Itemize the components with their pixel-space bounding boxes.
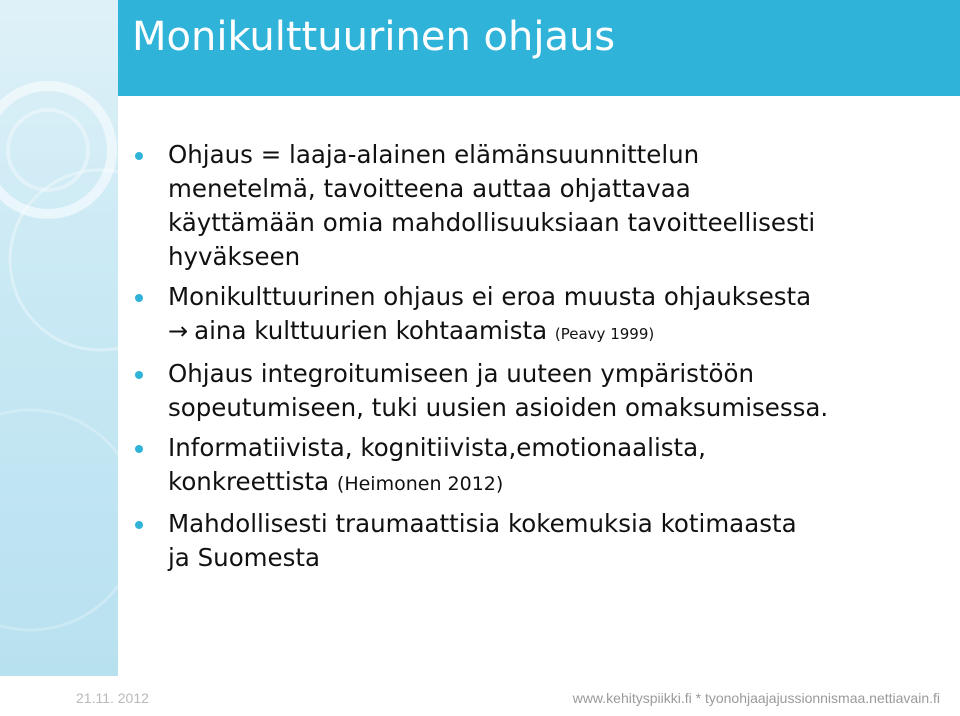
slide-content	[118, 96, 960, 676]
bullet-line: sopeutumiseen, tuki uusien asioiden omaksumisessa.	[168, 393, 829, 422]
bullet-line: menetelmä, tavoitteena auttaa ohjattavaa	[168, 174, 691, 203]
bullet-line: käyttämään omia mahdollisuuksiaan tavoitteellisesti	[168, 208, 816, 237]
bullet-dot-icon	[135, 521, 143, 529]
bullet-line: Monikulttuurinen ohjaus ei eroa muusta ohjauksesta	[168, 282, 812, 311]
footer-url: www.kehityspiikki.fi * tyonohjaajajussionnismaa.nettiavain.fi	[572, 690, 940, 706]
bullet-line: Ohjaus integroitumiseen ja uuteen ympäristöön	[168, 359, 755, 388]
decorative-side-band	[0, 0, 118, 716]
bullet-dot-icon	[135, 152, 143, 160]
bullet-list	[168, 138, 948, 581]
decorative-circles-graphic	[0, 0, 118, 716]
bullet-item	[168, 431, 948, 501]
bullet-line: konkreettista	[168, 467, 330, 496]
bullet-line: Ohjaus = laaja-alainen elämänsuunnittelun	[168, 140, 700, 169]
title-bar	[118, 0, 960, 96]
bullet-line: ja Suomesta	[168, 543, 321, 572]
slide-title: Monikulttuurinen ohjaus	[132, 14, 616, 60]
citation: (Peavy 1999)	[554, 325, 655, 343]
bullet-dot-icon	[135, 294, 143, 302]
bullet-line: Informatiivista, kognitiivista,emotionaalista,	[168, 433, 706, 462]
bullet-item	[168, 507, 948, 575]
slide-footer	[0, 676, 960, 716]
bullet-line: aina kulttuurien kohtaamista	[194, 316, 548, 345]
bullet-item	[168, 280, 948, 351]
bullet-dot-icon	[135, 445, 143, 453]
bullet-item	[168, 138, 948, 274]
bullet-item	[168, 357, 948, 425]
footer-date: 21.11. 2012	[76, 690, 149, 706]
bullet-dot-icon	[135, 371, 143, 379]
bullet-line: Mahdollisesti traumaattisia kokemuksia kotimaasta	[168, 509, 797, 538]
bullet-line: hyväkseen	[168, 242, 301, 271]
citation: (Heimonen 2012)	[336, 473, 504, 495]
arrow-right-icon: →	[168, 317, 189, 345]
